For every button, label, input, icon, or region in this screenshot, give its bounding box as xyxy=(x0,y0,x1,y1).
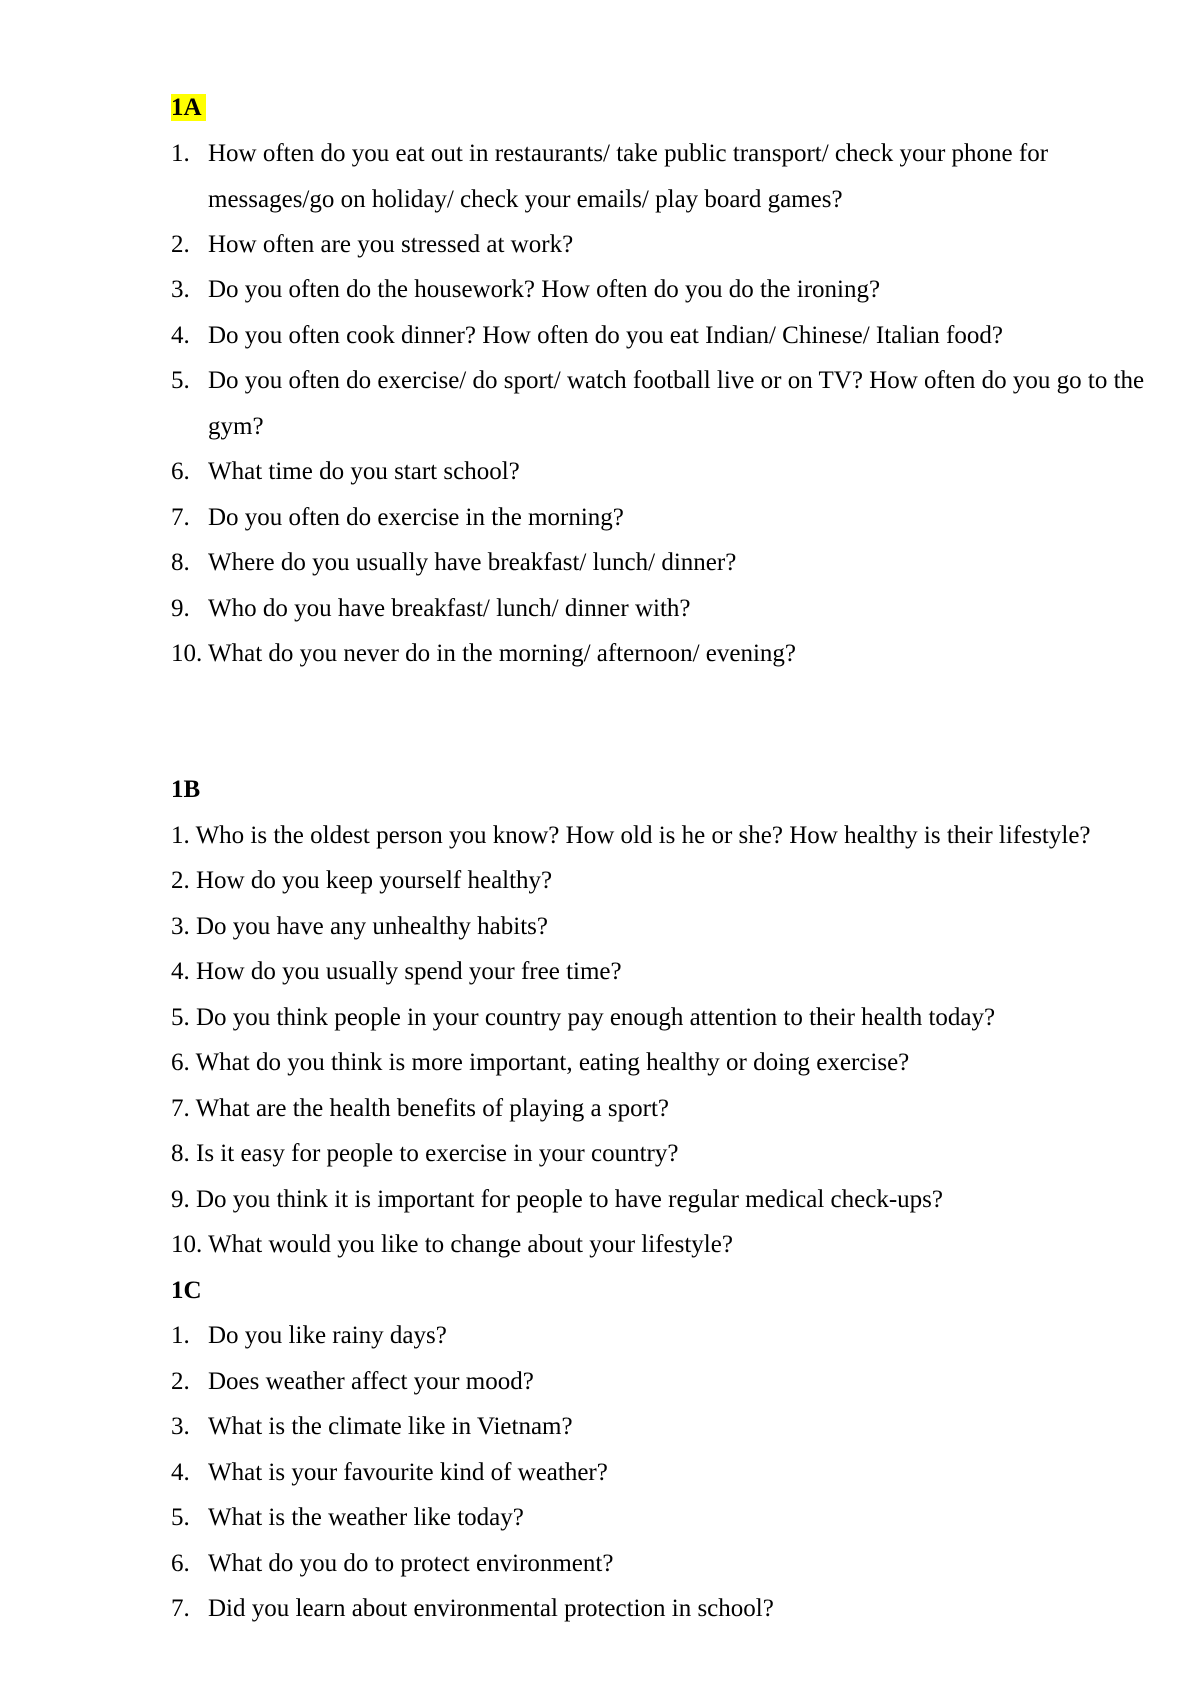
item-text: Do you often cook dinner? How often do you eat Indian/ Chinese/ Italian food? xyxy=(208,322,1003,349)
item-text: Does weather affect your mood? xyxy=(208,1368,534,1395)
item-text: What do you do to protect environment? xyxy=(208,1550,614,1577)
item-text: Do you often do exercise in the morning? xyxy=(208,504,624,531)
section-heading-1b xyxy=(171,774,200,806)
item-number: 2. xyxy=(171,231,190,258)
item-text: What is your favourite kind of weather? xyxy=(208,1459,608,1486)
item-number: 4. xyxy=(171,958,190,985)
item-text: What are the health benefits of playing a sport? xyxy=(195,1095,669,1122)
list-item-1c-5 xyxy=(171,1495,1161,1541)
list-item-1c-4 xyxy=(171,1450,1161,1496)
item-number: 4. xyxy=(171,1459,190,1486)
item-text: Did you learn about environmental protection in school? xyxy=(208,1595,774,1622)
item-number: 6. xyxy=(171,1049,190,1076)
item-text: Who is the oldest person you know? How old is he or she? How healthy is their lifestyle? xyxy=(195,822,1091,849)
item-text: What time do you start school? xyxy=(208,458,520,485)
list-item-1c-7 xyxy=(171,1586,1161,1632)
item-text: How often are you stressed at work? xyxy=(208,231,574,258)
item-number: 2. xyxy=(171,1368,190,1395)
item-text: Do you have any unhealthy habits? xyxy=(196,913,548,940)
item-number: 7. xyxy=(171,1595,190,1622)
item-number: 9. xyxy=(171,1186,190,1213)
item-text: What is the weather like today? xyxy=(208,1504,524,1531)
list-item-1a-10 xyxy=(171,631,1161,677)
item-text: What do you never do in the morning/ afternoon/ evening? xyxy=(208,640,797,667)
item-number: 1. xyxy=(171,1322,190,1349)
item-text: What would you like to change about your lifestyle? xyxy=(208,1231,733,1258)
item-number: 1. xyxy=(171,822,190,849)
item-text: What is the climate like in Vietnam? xyxy=(208,1413,573,1440)
list-item-1b-8 xyxy=(171,1131,1171,1177)
list-item-1a-5 xyxy=(171,358,1161,449)
item-number: 5. xyxy=(171,367,190,394)
section-heading-1b-text: 1B xyxy=(171,776,201,803)
item-number: 6. xyxy=(171,1550,190,1577)
item-text: What do you think is more important, eating healthy or doing exercise? xyxy=(195,1049,910,1076)
list-item-1a-2 xyxy=(171,222,1161,268)
list-item-1a-8 xyxy=(171,540,1161,586)
item-number: 3. xyxy=(171,913,190,940)
item-number: 3. xyxy=(171,1413,190,1440)
list-item-1b-9 xyxy=(171,1177,1171,1223)
list-item-1a-3 xyxy=(171,267,1161,313)
list-item-1b-6 xyxy=(171,1040,1171,1086)
item-number: 6. xyxy=(171,458,190,485)
item-text: Is it easy for people to exercise in your country? xyxy=(196,1140,679,1167)
item-number: 5. xyxy=(171,1004,190,1031)
item-text: How do you usually spend your free time? xyxy=(196,958,622,985)
list-item-1b-1 xyxy=(171,813,1171,859)
item-text: How often do you eat out in restaurants/ take public transport/ check your phone for messages/go on holiday/ check your emails/ play board games? xyxy=(208,140,1049,213)
section-heading-1c-text: 1C xyxy=(171,1277,202,1304)
item-number: 10. xyxy=(171,1231,203,1258)
item-number: 4. xyxy=(171,322,190,349)
list-item-1b-2 xyxy=(171,858,1171,904)
item-text: Who do you have breakfast/ lunch/ dinner with? xyxy=(208,595,691,622)
list-item-1a-7 xyxy=(171,495,1161,541)
item-number: 1. xyxy=(171,140,190,167)
item-text: Do you like rainy days? xyxy=(208,1322,447,1349)
list-item-1a-4 xyxy=(171,313,1161,359)
list-item-1b-5 xyxy=(171,995,1171,1041)
item-number: 9. xyxy=(171,595,190,622)
list-item-1c-6 xyxy=(171,1541,1161,1587)
item-text: Do you often do exercise/ do sport/ watch football live or on TV? How often do you go to the gym? xyxy=(208,367,1145,440)
item-number: 8. xyxy=(171,549,190,576)
list-item-1c-3 xyxy=(171,1404,1161,1450)
item-number: 7. xyxy=(171,504,190,531)
item-text: Do you often do the housework? How often do you do the ironing? xyxy=(208,276,881,303)
section-heading-1c xyxy=(171,1275,202,1307)
list-item-1a-6 xyxy=(171,449,1161,495)
list-item-1c-2 xyxy=(171,1359,1161,1405)
section-heading-1a-text: 1A xyxy=(171,94,206,121)
list-item-1a-9 xyxy=(171,586,1161,632)
list-item-1c-1 xyxy=(171,1313,1161,1359)
section-heading-1a xyxy=(171,92,206,124)
item-text: Where do you usually have breakfast/ lunch/ dinner? xyxy=(208,549,737,576)
item-text: How do you keep yourself healthy? xyxy=(196,867,553,894)
item-text: Do you think people in your country pay enough attention to their health today? xyxy=(196,1004,996,1031)
item-number: 8. xyxy=(171,1140,190,1167)
item-number: 7. xyxy=(171,1095,190,1122)
item-number: 2. xyxy=(171,867,190,894)
list-item-1a-1 xyxy=(171,131,1161,222)
list-item-1b-10 xyxy=(171,1222,1171,1268)
item-text: Do you think it is important for people to have regular medical check-ups? xyxy=(196,1186,943,1213)
list-item-1b-7 xyxy=(171,1086,1171,1132)
list-item-1b-4 xyxy=(171,949,1171,995)
item-number: 5. xyxy=(171,1504,190,1531)
item-number: 10. xyxy=(171,640,203,667)
item-number: 3. xyxy=(171,276,190,303)
list-item-1b-3 xyxy=(171,904,1171,950)
